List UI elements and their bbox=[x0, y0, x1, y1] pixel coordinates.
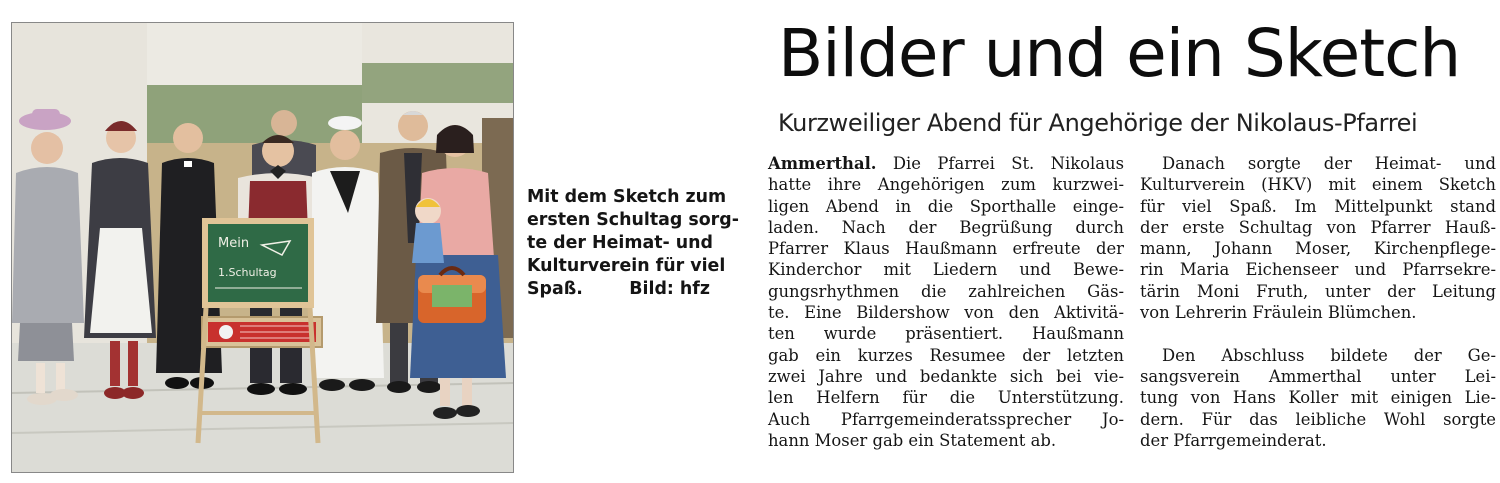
article-headline: Bilder und ein Sketch bbox=[778, 15, 1461, 92]
paragraph-line: tärin Moni Fruth, unter der Leitung bbox=[1140, 281, 1496, 301]
article-photo bbox=[11, 22, 514, 473]
dateline: Ammerthal. bbox=[768, 154, 877, 173]
paragraph-line: für viel Spaß. Im Mittelpunkt stand bbox=[1140, 196, 1496, 216]
paragraph-line: der Pfarrgemeinderat. bbox=[1140, 430, 1327, 450]
paragraph-line: hann Moser gab ein Statement ab. bbox=[768, 430, 1057, 450]
paragraph-line: len Helfern für die Unterstützung. bbox=[768, 388, 1124, 408]
chalkboard-text-line1: Mein bbox=[218, 236, 250, 251]
caption-last-line bbox=[527, 278, 710, 301]
paragraph-line: ten wurde präsentiert. Haußmann bbox=[768, 324, 1124, 344]
chalkboard-text-line2: 1.Schultag bbox=[218, 266, 277, 279]
paragraph-line: der erste Schultag von Pfarrer Hauß- bbox=[1140, 217, 1496, 237]
article-subheadline: Kurzweiliger Abend für Angehörige der Nikolaus-Pfarrei bbox=[778, 109, 1418, 137]
paragraph-line: Kulturverein (HKV) mit einem Sketch bbox=[1140, 175, 1496, 195]
caption-line: Kulturverein für viel bbox=[527, 256, 726, 276]
paragraph-line: sangsverein Ammerthal unter Lei- bbox=[1140, 366, 1496, 386]
paragraph-line: gab ein kurzes Resumee der letzten bbox=[768, 345, 1124, 365]
paragraph-line: hatte ihre Angehörigen zum kurzwei- bbox=[768, 175, 1124, 195]
caption-line: te der Heimat- und bbox=[527, 233, 713, 253]
caption-line: Mit dem Sketch zum bbox=[527, 187, 727, 207]
paragraph-line: Danach sorgte der Heimat- und bbox=[1162, 154, 1496, 173]
paragraph-line: Kinderchor mit Liedern und Bewe- bbox=[768, 260, 1124, 280]
paragraph-line: laden. Nach der Begrüßung durch bbox=[768, 217, 1124, 237]
paragraph-line bbox=[768, 153, 1124, 174]
paragraph-line: rin Maria Eichenseer und Pfarrsekre- bbox=[1140, 260, 1496, 280]
article-column-2 bbox=[1140, 153, 1496, 451]
paragraph-line: von Lehrerin Fräulein Blümchen. bbox=[1140, 303, 1417, 323]
caption-last-text: Spaß. bbox=[527, 279, 583, 299]
photo-credit: Bild: hfz bbox=[629, 279, 710, 299]
paragraph-line: Den Abschluss bildete der Ge- bbox=[1162, 345, 1496, 365]
photo-caption bbox=[527, 186, 739, 301]
paragraph-line: zwei Jahre und bedankte sich bei vie- bbox=[768, 366, 1124, 386]
paragraph-line: Pfarrer Klaus Haußmann erfreute der bbox=[768, 239, 1124, 259]
paragraph-line: mann, Johann Moser, Kirchenpflege- bbox=[1140, 239, 1496, 259]
paragraph-gap bbox=[1140, 323, 1496, 344]
paragraph-line: ligen Abend in die Sporthalle einge- bbox=[768, 196, 1124, 216]
paragraph-line-text: Die Pfarrei St. Nikolaus bbox=[892, 154, 1124, 173]
caption-line: ersten Schultag sorg- bbox=[527, 210, 739, 230]
photo-illustration bbox=[12, 23, 514, 473]
paragraph-line: Auch Pfarrgemeinderatssprecher Jo- bbox=[768, 409, 1124, 429]
paragraph-line: dern. Für das leibliche Wohl sorgte bbox=[1140, 409, 1496, 429]
paragraph-line: te. Eine Bildershow von den Aktivitä- bbox=[768, 303, 1124, 323]
paragraph-line: tung von Hans Koller mit einigen Lie- bbox=[1140, 388, 1496, 408]
article-column-1 bbox=[768, 153, 1124, 451]
paragraph-line: gungsrhythmen die zahlreichen Gäs- bbox=[768, 281, 1124, 301]
